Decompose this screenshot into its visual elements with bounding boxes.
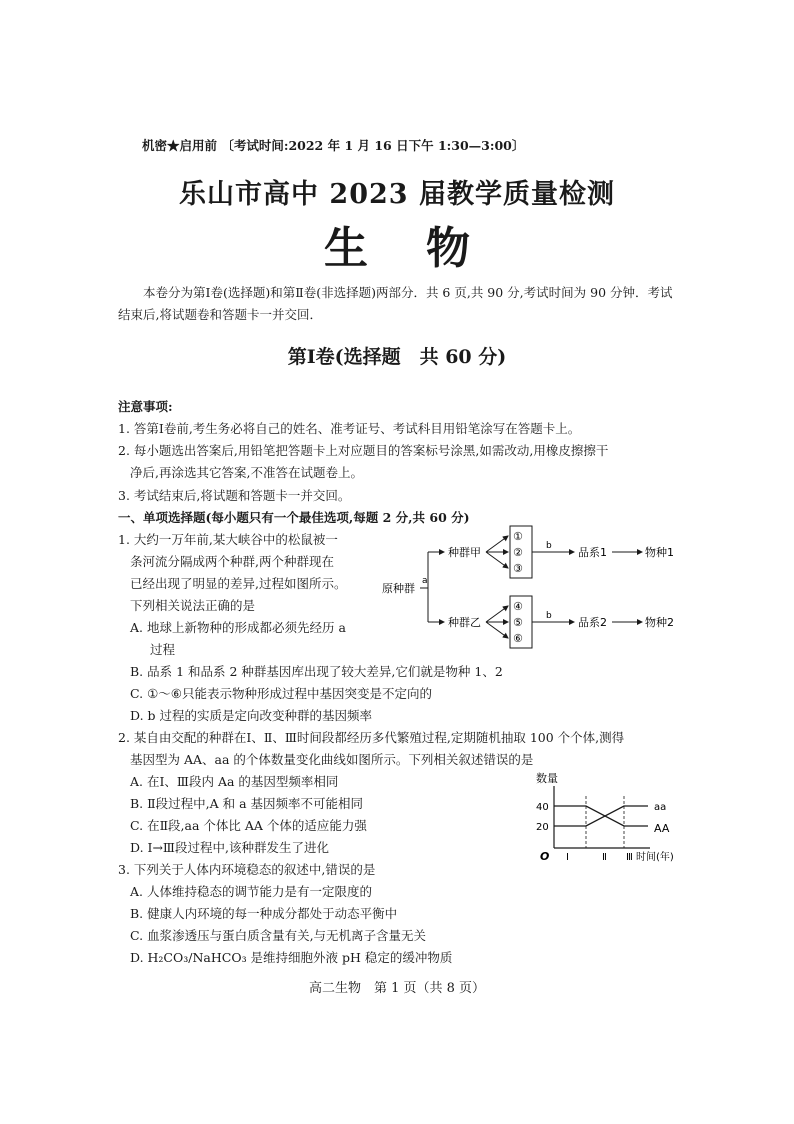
q1-stem-line: 已经出现了明显的差异,过程如图所示。	[130, 576, 347, 591]
chart-origin: O	[540, 850, 550, 862]
population-2-label: 种群乙	[448, 616, 481, 629]
q3-option-a: A. 人体维持稳态的调节能力是有一定限度的	[130, 884, 372, 899]
process-b-label: b	[546, 541, 552, 551]
mutation-mark: ⑤	[513, 616, 523, 629]
q2-option-a: A. 在Ⅰ、Ⅲ段内 Aa 的基因型频率相同	[130, 774, 339, 789]
q3-option-c: C. 血浆渗透压与蛋白质含量有关,与无机离子含量无关	[130, 928, 427, 943]
x-tick-label: Ⅰ	[566, 852, 569, 862]
q3-option-d: D. H₂CO₃/NaHCO₃ 是维持细胞外液 pH 稳定的缓冲物质	[130, 950, 453, 965]
q2-option-c: C. 在Ⅱ段,aa 个体比 AA 个体的适应能力强	[130, 818, 367, 833]
q2-option-b: B. Ⅱ段过程中,A 和 a 基因频率不可能相同	[130, 796, 364, 811]
origin-population-label: 原种群	[382, 582, 415, 595]
mutation-mark: ②	[513, 546, 523, 559]
x-tick-label: Ⅲ	[626, 852, 633, 862]
section-title: 第Ⅰ卷(选择题 共 60 分)	[287, 346, 507, 368]
species-1-label: 物种1	[645, 546, 674, 559]
speciation-diagram	[380, 522, 690, 652]
strain-2-label: 品系2	[578, 616, 607, 629]
note-item: 3. 考试结束后,将试题和答题卡一并交回。	[118, 488, 351, 503]
population-1-label: 种群甲	[448, 546, 481, 559]
q2-stem-line: 基因型为 AA、aa 的个体数量变化曲线如图所示。下列相关叙述错误的是	[130, 752, 534, 767]
part-heading: 一、单项选择题(每小题只有一个最佳选项,每题 2 分,共 60 分)	[118, 510, 470, 525]
mutation-mark: ④	[513, 600, 523, 613]
series-line-AA	[554, 806, 648, 826]
mutation-mark: ⑥	[513, 632, 523, 645]
process-a-label: a	[422, 576, 428, 586]
notes-heading: 注意事项:	[118, 399, 173, 414]
note-item: 1. 答第Ⅰ卷前,考生务必将自己的姓名、准考证号、考试科目用铅笔涂写在答题卡上。	[118, 421, 581, 436]
genotype-chart	[530, 770, 700, 862]
exam-title: 乐山市高中 2023 届教学质量检测	[179, 179, 615, 210]
process-b-label: b	[546, 611, 552, 621]
note-item: 2. 每小题选出答案后,用铅笔把答题卡上对应题目的答案标号涂黑,如需改动,用橡皮擦擦干	[118, 443, 609, 458]
series-label-aa: aa	[654, 802, 667, 813]
subject-title: 生物	[324, 223, 528, 274]
q1-option-b: B. 品系 1 和品系 2 种群基因库出现了较大差异,它们就是物种 1、2	[130, 664, 503, 679]
q3-option-b: B. 健康人内环境的每一种成分都处于动态平衡中	[130, 906, 398, 921]
confidential-line: 机密★启用前 〔考试时间:2022 年 1 月 16 日下午 1:30—3:00〕	[142, 138, 525, 153]
q3-stem: 3. 下列关于人体内环境稳态的叙述中,错误的是	[118, 862, 376, 877]
q1-option-a: A. 地球上新物种的形成都必须先经历 a	[130, 620, 346, 635]
q1-option-d: D. b 过程的实质是定向改变种群的基因频率	[130, 708, 372, 723]
y-tick-label: 40	[536, 802, 549, 813]
q1-stem-line: 条河流分隔成两个种群,两个种群现在	[130, 554, 334, 569]
page-footer: 高二生物 第 1 页（共 8 页）	[308, 981, 486, 996]
chart-ylabel: 数量	[536, 772, 558, 785]
strain-1-label: 品系1	[578, 546, 607, 559]
q1-option-c: C. ①～⑥只能表示物种形成过程中基因突变是不定向的	[130, 686, 432, 701]
note-item: 净后,再涂选其它答案,不准答在试题卷上。	[130, 465, 363, 480]
y-tick-label: 20	[536, 822, 549, 833]
series-line-aa	[554, 806, 648, 826]
intro-paragraph: 本卷分为第Ⅰ卷(选择题)和第Ⅱ卷(非选择题)两部分．共 6 页,共 90 分,考试时间为 90 分钟．考试结束后,将试题卷和答题卡一并交回．	[118, 285, 673, 322]
q1-stem-line: 下列相关说法正确的是	[130, 598, 256, 613]
q2-option-d: D. Ⅰ→Ⅲ段过程中,该种群发生了进化	[130, 840, 329, 855]
q1-option-a-cont: 过程	[150, 642, 176, 657]
chart-xlabel: 时间(年)	[636, 852, 674, 862]
x-tick-label: Ⅱ	[602, 852, 607, 862]
q2-stem-line: 2. 某自由交配的种群在Ⅰ、Ⅱ、Ⅲ时间段都经历多代繁殖过程,定期随机抽取 100 个个体,测得	[118, 730, 625, 745]
q1-stem-line: 1. 大约一万年前,某大峡谷中的松鼠被一	[118, 532, 338, 547]
species-2-label: 物种2	[645, 616, 674, 629]
mutation-mark: ①	[513, 530, 523, 543]
mutation-mark: ③	[513, 562, 523, 575]
series-label-AA: AA	[654, 822, 670, 835]
